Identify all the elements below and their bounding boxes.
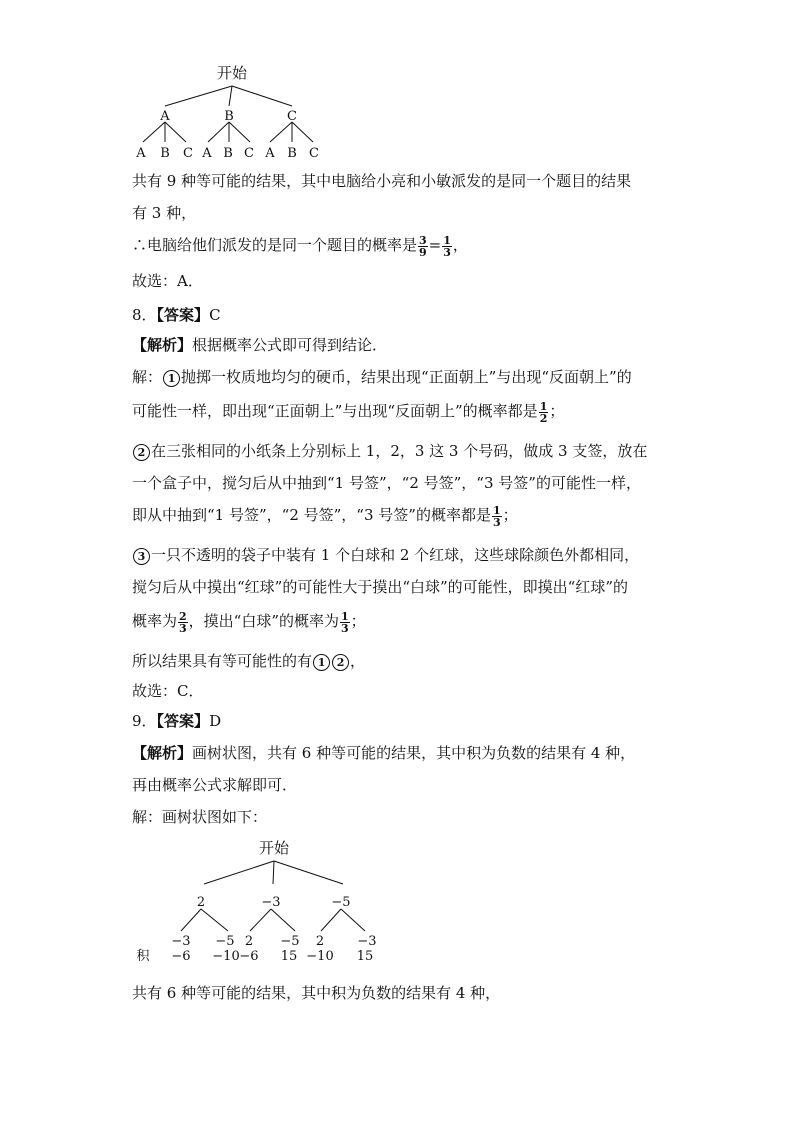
fraction-numerator: 1 bbox=[539, 399, 548, 413]
tree2-product: −10 bbox=[212, 949, 240, 964]
q9-analysis bbox=[132, 742, 635, 764]
tree2-leaf: 2 bbox=[315, 934, 325, 949]
circled-number-1: 1 bbox=[163, 370, 180, 387]
q8-s1-line2 bbox=[132, 400, 564, 424]
punctuation: ； bbox=[350, 612, 366, 630]
answer-tag: 【答案】 bbox=[156, 712, 210, 730]
fraction-denominator: 9 bbox=[419, 245, 427, 259]
final-line: 共有 6 种等可能的结果，其中积为负数的结果有 4 种， bbox=[132, 984, 501, 1002]
statement-text: 即从中抽到“1 号签”，“2 号签”，“3 号签”的概率都是 bbox=[132, 506, 491, 524]
fraction bbox=[178, 611, 188, 634]
fraction-numerator: 1 bbox=[492, 503, 501, 517]
tree2-leaf: −3 bbox=[357, 934, 377, 949]
statement-text: 概率为 bbox=[132, 612, 178, 630]
statement-text: 在三张相同的小纸条上分别标上 1，2，3 这 3 个号码，做成 3 支签，放在 bbox=[151, 442, 648, 460]
q8-choice: 故选：C． bbox=[132, 682, 204, 700]
statement-text: ，摸出“白球”的概率为 bbox=[188, 612, 340, 630]
punctuation: ， bbox=[452, 236, 468, 254]
para1-choice: 故选：A． bbox=[132, 272, 203, 290]
q9-analysis-line2: 再由概率公式求解即可． bbox=[132, 776, 298, 794]
fraction-numerator: 1 bbox=[443, 233, 451, 247]
q8-conclusion bbox=[132, 650, 365, 672]
tree2-product: −6 bbox=[171, 949, 191, 964]
fraction-denominator: 3 bbox=[179, 621, 187, 635]
product-label: 积 bbox=[136, 949, 150, 964]
tree1-leaf: A bbox=[202, 146, 212, 161]
answer-value: C bbox=[209, 306, 221, 324]
analysis-text: 画树状图，共有 6 种等可能的结果，其中积为负数的结果有 4 种， bbox=[192, 744, 636, 762]
tree1-leaf: C bbox=[183, 146, 193, 161]
para1-line3-prefix: ∴电脑给他们派发的是同一个题目的概率是 bbox=[132, 236, 418, 254]
q8-s1-line1 bbox=[132, 366, 632, 388]
tree1-leaf: B bbox=[287, 146, 297, 161]
tree1-node-c: C bbox=[287, 109, 297, 124]
fraction-denominator: 2 bbox=[539, 411, 548, 425]
q9-number: 9． bbox=[132, 712, 157, 730]
tree2-product: 15 bbox=[356, 949, 374, 964]
tree2-leaf: −5 bbox=[280, 934, 300, 949]
q8-s2-line1 bbox=[132, 440, 647, 462]
tree2-product: 15 bbox=[280, 949, 298, 964]
answer-value: D bbox=[209, 712, 222, 730]
analysis-tag: 【解析】 bbox=[132, 336, 193, 354]
circled-number-2: 2 bbox=[332, 654, 349, 671]
circled-number-3: 3 bbox=[133, 548, 150, 565]
fraction bbox=[418, 235, 428, 258]
tree1-leaf: C bbox=[309, 146, 319, 161]
q8-analysis bbox=[132, 334, 387, 356]
tree1-leaf: B bbox=[223, 146, 233, 161]
analysis-text: 根据概率公式即可得到结论． bbox=[192, 336, 388, 354]
q8-s3-line3 bbox=[132, 610, 366, 634]
fraction-numerator: 2 bbox=[179, 609, 187, 623]
para1-line1: 共有 9 种等可能的结果，其中电脑给小亮和小敏派发的是同一个题目的结果 bbox=[132, 172, 632, 190]
q8-s2-line3 bbox=[132, 504, 518, 528]
para1-line2: 有 3 种， bbox=[132, 204, 197, 222]
tree1-leaf: A bbox=[265, 146, 275, 161]
tree1-leaf: A bbox=[136, 146, 146, 161]
statement-text: 抛掷一枚质地均匀的硬币，结果出现“正面朝上”与出现“反面朝上”的 bbox=[181, 368, 632, 386]
tree2-node: −3 bbox=[261, 895, 281, 910]
statement-text: 所以结果具有等可能性的有 bbox=[132, 652, 313, 670]
q8-s2-line2: 一个盒子中，搅匀后从中抽到“1 号签”，“2 号签”，“3 号签”的可能性一样， bbox=[132, 474, 641, 492]
tree2-root: 开始 bbox=[258, 839, 290, 857]
tree2-product: −6 bbox=[239, 949, 259, 964]
tree2-leaf: 2 bbox=[244, 934, 254, 949]
tree-diagram-1 bbox=[0, 60, 794, 230]
analysis-tag: 【解析】 bbox=[132, 744, 193, 762]
tree1-node-a: A bbox=[160, 109, 170, 124]
punctuation: ； bbox=[549, 402, 565, 420]
answer-tag: 【答案】 bbox=[156, 306, 210, 324]
para1-line3 bbox=[132, 234, 468, 258]
tree2-product: −10 bbox=[306, 949, 334, 964]
tree1-leaf: C bbox=[244, 146, 254, 161]
tree2-leaf: −5 bbox=[215, 934, 235, 949]
fraction-denominator: 3 bbox=[341, 621, 349, 635]
q8-s3-line2: 搅匀后从中摸出“红球”的可能性大于摸出“白球”的可能性，即摸出“红球”的 bbox=[132, 578, 629, 596]
q9-answer bbox=[132, 710, 221, 732]
statement-text: 可能性一样，即出现“正面朝上”与出现“反面朝上”的概率都是 bbox=[132, 402, 538, 420]
fraction bbox=[340, 611, 350, 634]
fraction bbox=[539, 401, 549, 424]
tree2-node: 2 bbox=[196, 895, 206, 910]
tree2-node: −5 bbox=[331, 895, 351, 910]
q8-number: 8． bbox=[132, 306, 157, 324]
fraction bbox=[492, 505, 502, 528]
circled-number-2: 2 bbox=[133, 444, 150, 461]
fraction-numerator: 3 bbox=[419, 233, 427, 247]
tree2-leaf: −3 bbox=[171, 934, 191, 949]
equals-sign: = bbox=[428, 236, 442, 254]
tree-diagram-2 bbox=[0, 833, 794, 968]
q8-s3-line1 bbox=[132, 544, 639, 566]
tree1-root: 开始 bbox=[216, 64, 248, 82]
statement-text: 一只不透明的袋子中装有 1 个白球和 2 个红球，这些球除颜色外都相同， bbox=[151, 546, 640, 564]
q9-solution: 解：画树状图如下： bbox=[132, 808, 268, 826]
fraction-denominator: 3 bbox=[492, 515, 501, 529]
tree1-leaf: B bbox=[160, 146, 170, 161]
solution-prefix: 解： bbox=[132, 368, 163, 386]
circled-number-1: 1 bbox=[313, 654, 330, 671]
fraction bbox=[442, 235, 452, 258]
q8-answer bbox=[132, 304, 221, 326]
tree1-node-b: B bbox=[224, 109, 234, 124]
punctuation: ； bbox=[502, 506, 518, 524]
punctuation: ， bbox=[350, 652, 366, 670]
fraction-numerator: 1 bbox=[341, 609, 349, 623]
fraction-denominator: 3 bbox=[443, 245, 451, 259]
